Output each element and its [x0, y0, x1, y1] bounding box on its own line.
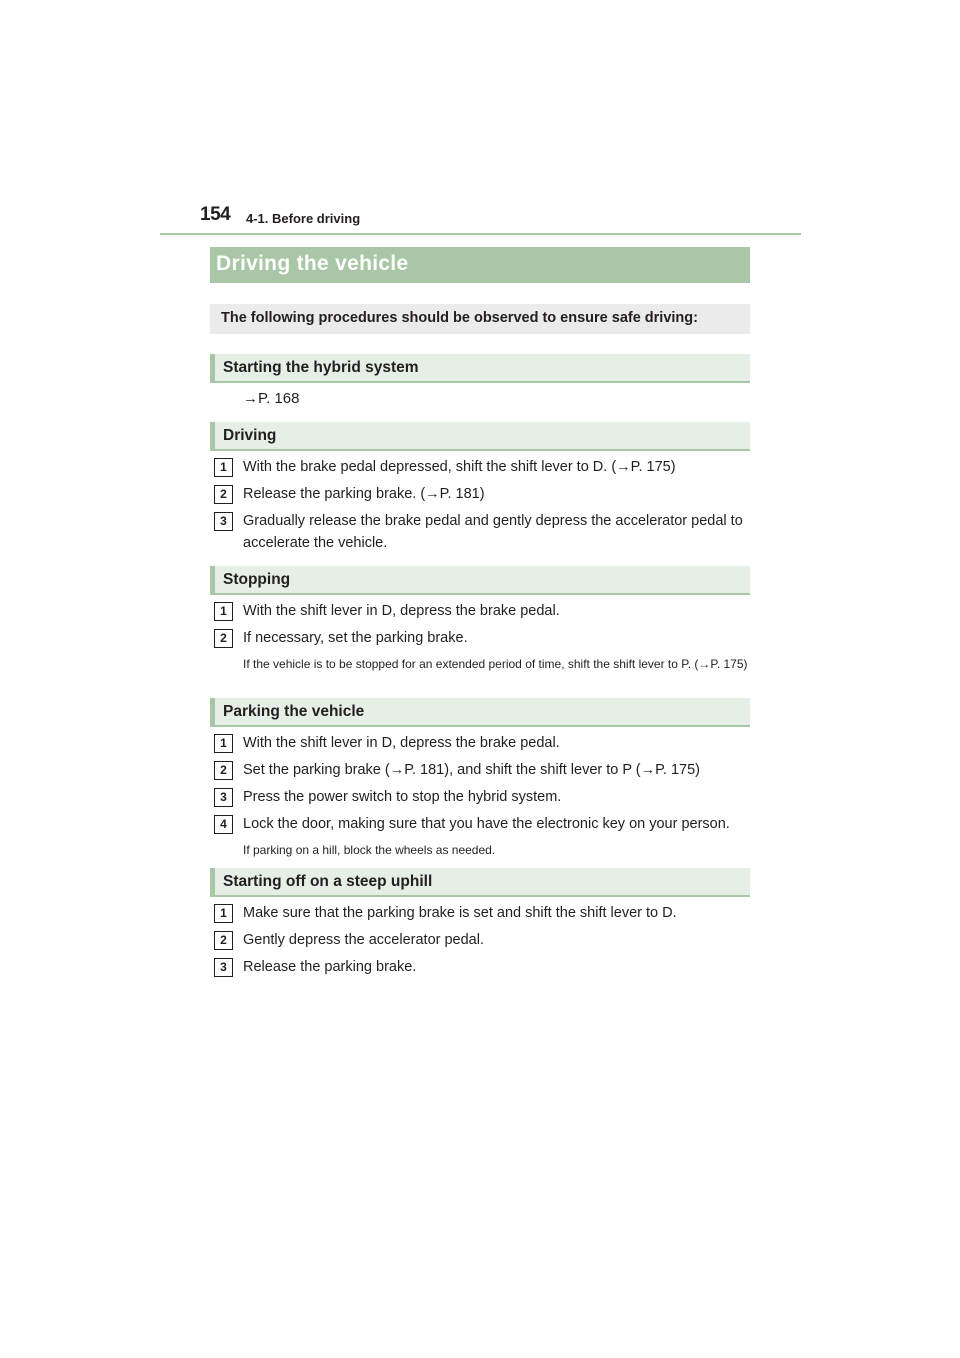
intro-text: The following procedures should be observed to ensure safe driving:: [221, 310, 698, 326]
step-number: 1: [214, 458, 233, 477]
note-text: If the vehicle is to be stopped for an extended period of time, shift the shift lever to P. (→P. 175): [243, 657, 748, 671]
note-text: If parking on a hill, block the wheels as needed.: [243, 843, 496, 857]
subhead-text: Starting the hybrid system: [223, 359, 419, 376]
step-number: 2: [214, 761, 233, 780]
section-label: 4-1. Before driving: [246, 211, 361, 226]
step-text: Release the parking brake.: [243, 959, 417, 975]
step-text: Gradually release the brake pedal and gently depress the accelerator pedal to accelerate the vehicle.: [243, 513, 743, 551]
step-number: 2: [214, 485, 233, 504]
step-text: Gently depress the accelerator pedal.: [243, 932, 484, 948]
subhead-parking-the-vehicle: [210, 698, 750, 727]
subhead-starting-off-steep-uphill: [210, 868, 750, 897]
page-title: Driving the vehicle: [216, 252, 409, 275]
subhead-text: Stopping: [223, 571, 291, 588]
intro-box: [210, 304, 750, 334]
step-text: Set the parking brake (→P. 181), and shift the shift lever to P (→P. 175): [243, 762, 701, 778]
step-text: Release the parking brake. (→P. 181): [243, 486, 485, 502]
subhead-text: Starting off on a steep uphill: [223, 873, 433, 890]
page-number: 154: [200, 204, 231, 225]
subhead-driving: [210, 422, 750, 451]
step-text: Lock the door, making sure that you have the electronic key on your person.: [243, 816, 730, 832]
title-bar: [210, 247, 750, 283]
subhead-text: Driving: [223, 427, 277, 444]
subhead-starting-hybrid-system: [210, 354, 750, 383]
step-number: 3: [214, 788, 233, 807]
step-number: 2: [214, 931, 233, 950]
step-text: Make sure that the parking brake is set and shift the shift lever to D.: [243, 905, 677, 921]
step-number: 3: [214, 512, 233, 531]
step-text: Press the power switch to stop the hybrid system.: [243, 789, 562, 805]
subhead-stopping: [210, 566, 750, 595]
step-number: 2: [214, 629, 233, 648]
step-number: 1: [214, 602, 233, 621]
step-text: With the shift lever in D, depress the brake pedal.: [243, 603, 560, 619]
step-text: With the shift lever in D, depress the brake pedal.: [243, 735, 560, 751]
header-rule: [160, 233, 801, 235]
step-number: 1: [214, 734, 233, 753]
step-text: If necessary, set the parking brake.: [243, 630, 468, 646]
step-number: 3: [214, 958, 233, 977]
subhead-text: Parking the vehicle: [223, 703, 365, 720]
step-number: 4: [214, 815, 233, 834]
step-number: 1: [214, 904, 233, 923]
page-reference: →P. 168: [243, 390, 300, 407]
step-text: With the brake pedal depressed, shift the shift lever to D. (→P. 175): [243, 459, 676, 475]
